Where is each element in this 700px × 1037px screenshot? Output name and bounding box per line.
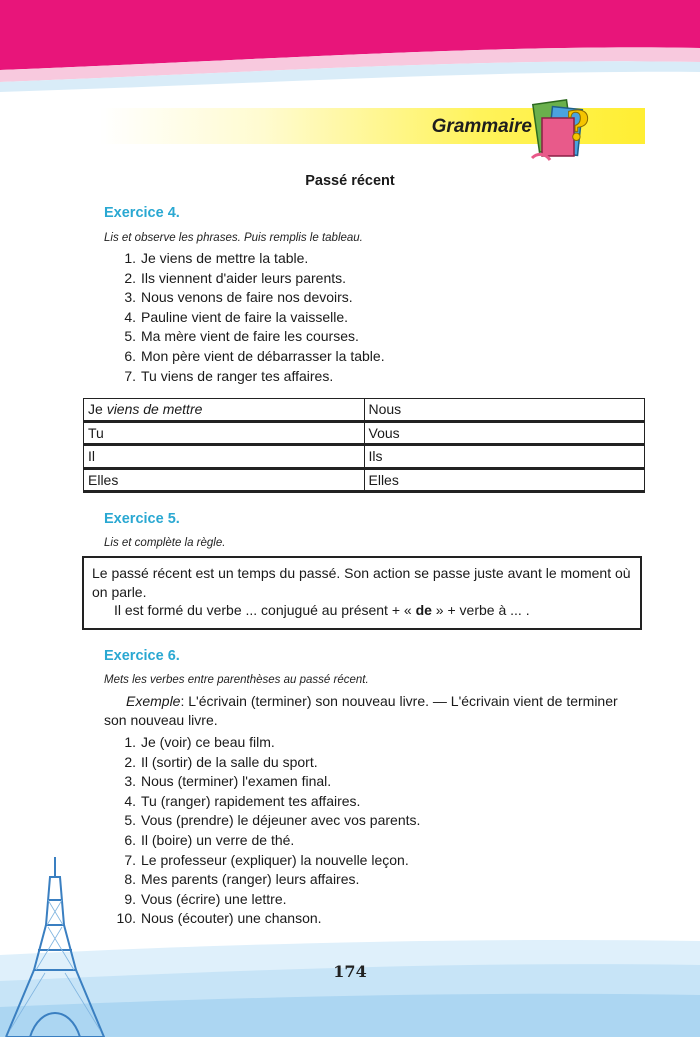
- exercise-6-instruction: Mets les verbes entre parenthèses au passé récent.: [104, 674, 369, 686]
- table-cell: Vous: [364, 421, 645, 445]
- section-title: Passé récent: [305, 173, 395, 189]
- top-decorative-band: [0, 0, 700, 95]
- rule-box: [82, 556, 642, 630]
- list-item: 8. Mes parents (ranger) leurs affaires.: [124, 871, 360, 888]
- page-number: 174: [333, 962, 367, 981]
- list-item: 5. Ma mère vient de faire les courses.: [124, 328, 359, 345]
- list-item: 4. Tu (ranger) rapidement tes affaires.: [124, 792, 361, 809]
- table-cell: Tu: [84, 421, 365, 445]
- exercise-6-list: [104, 733, 420, 929]
- table-cell: Elles: [364, 468, 645, 492]
- exercise-4-instruction: Lis et observe les phrases. Puis remplis le tableau.: [104, 232, 363, 244]
- table-row: [84, 399, 645, 422]
- exercise-4-title: Exercice 4.: [104, 205, 180, 221]
- table-cell: Nous: [364, 399, 645, 422]
- list-item: 4. Pauline vient de faire la vaisselle.: [124, 308, 349, 325]
- list-item: 1. Je viens de mettre la table.: [124, 250, 309, 266]
- eiffel-tower-icon: [0, 855, 110, 1037]
- table-row: [84, 468, 645, 492]
- list-item: 3. Nous venons de faire nos devoirs.: [124, 289, 353, 306]
- exercise-4-list: [112, 249, 385, 386]
- table-cell: Je viens de mettre: [84, 399, 365, 422]
- conjugation-table: [83, 398, 645, 493]
- list-item: 6. Mon père vient de débarrasser la table.: [124, 347, 385, 364]
- list-item: 7. Tu viens de ranger tes affaires.: [124, 367, 334, 384]
- list-item: 9. Vous (écrire) une lettre.: [124, 890, 287, 907]
- list-item: 1. Je (voir) ce beau film.: [124, 734, 275, 750]
- exercise-5-title: Exercice 5.: [104, 511, 180, 527]
- list-item: 10. Nous (écouter) une chanson.: [116, 910, 322, 927]
- list-item: 3. Nous (terminer) l'examen final.: [124, 773, 332, 790]
- svg-text:?: ?: [566, 103, 590, 150]
- list-item: 5. Vous (prendre) le déjeuner avec vos parents.: [124, 812, 421, 829]
- table-cell: Il: [84, 445, 365, 469]
- list-item: 6. Il (boire) un verre de thé.: [124, 831, 295, 848]
- rule-text-2: Il est formé du verbe ... conjugué au présent + « de » + verbe à ... .: [114, 602, 530, 618]
- list-item: 2. Ils viennent d'aider leurs parents.: [124, 269, 347, 286]
- list-item: 7. Le professeur (expliquer) la nouvelle leçon.: [124, 851, 409, 868]
- table-row: [84, 421, 645, 445]
- table-cell: Elles: [84, 468, 365, 492]
- exercise-5-instruction: Lis et complète la règle.: [104, 537, 226, 549]
- rule-text-1: Le passé récent est un temps du passé. Son action se passe juste avant le moment où on parle.: [92, 565, 631, 600]
- table-cell: Ils: [364, 445, 645, 469]
- list-item: 2. Il (sortir) de la salle du sport.: [124, 753, 318, 770]
- exercise-6-title: Exercice 6.: [104, 648, 180, 664]
- table-row: [84, 445, 645, 469]
- exercise-6-example: Exemple: L'écrivain (terminer) son nouveau livre. — L'écrivain vient de terminer son nouveau livre.: [104, 693, 618, 728]
- page-header-title: Grammaire: [431, 116, 532, 137]
- books-question-icon: [528, 88, 598, 164]
